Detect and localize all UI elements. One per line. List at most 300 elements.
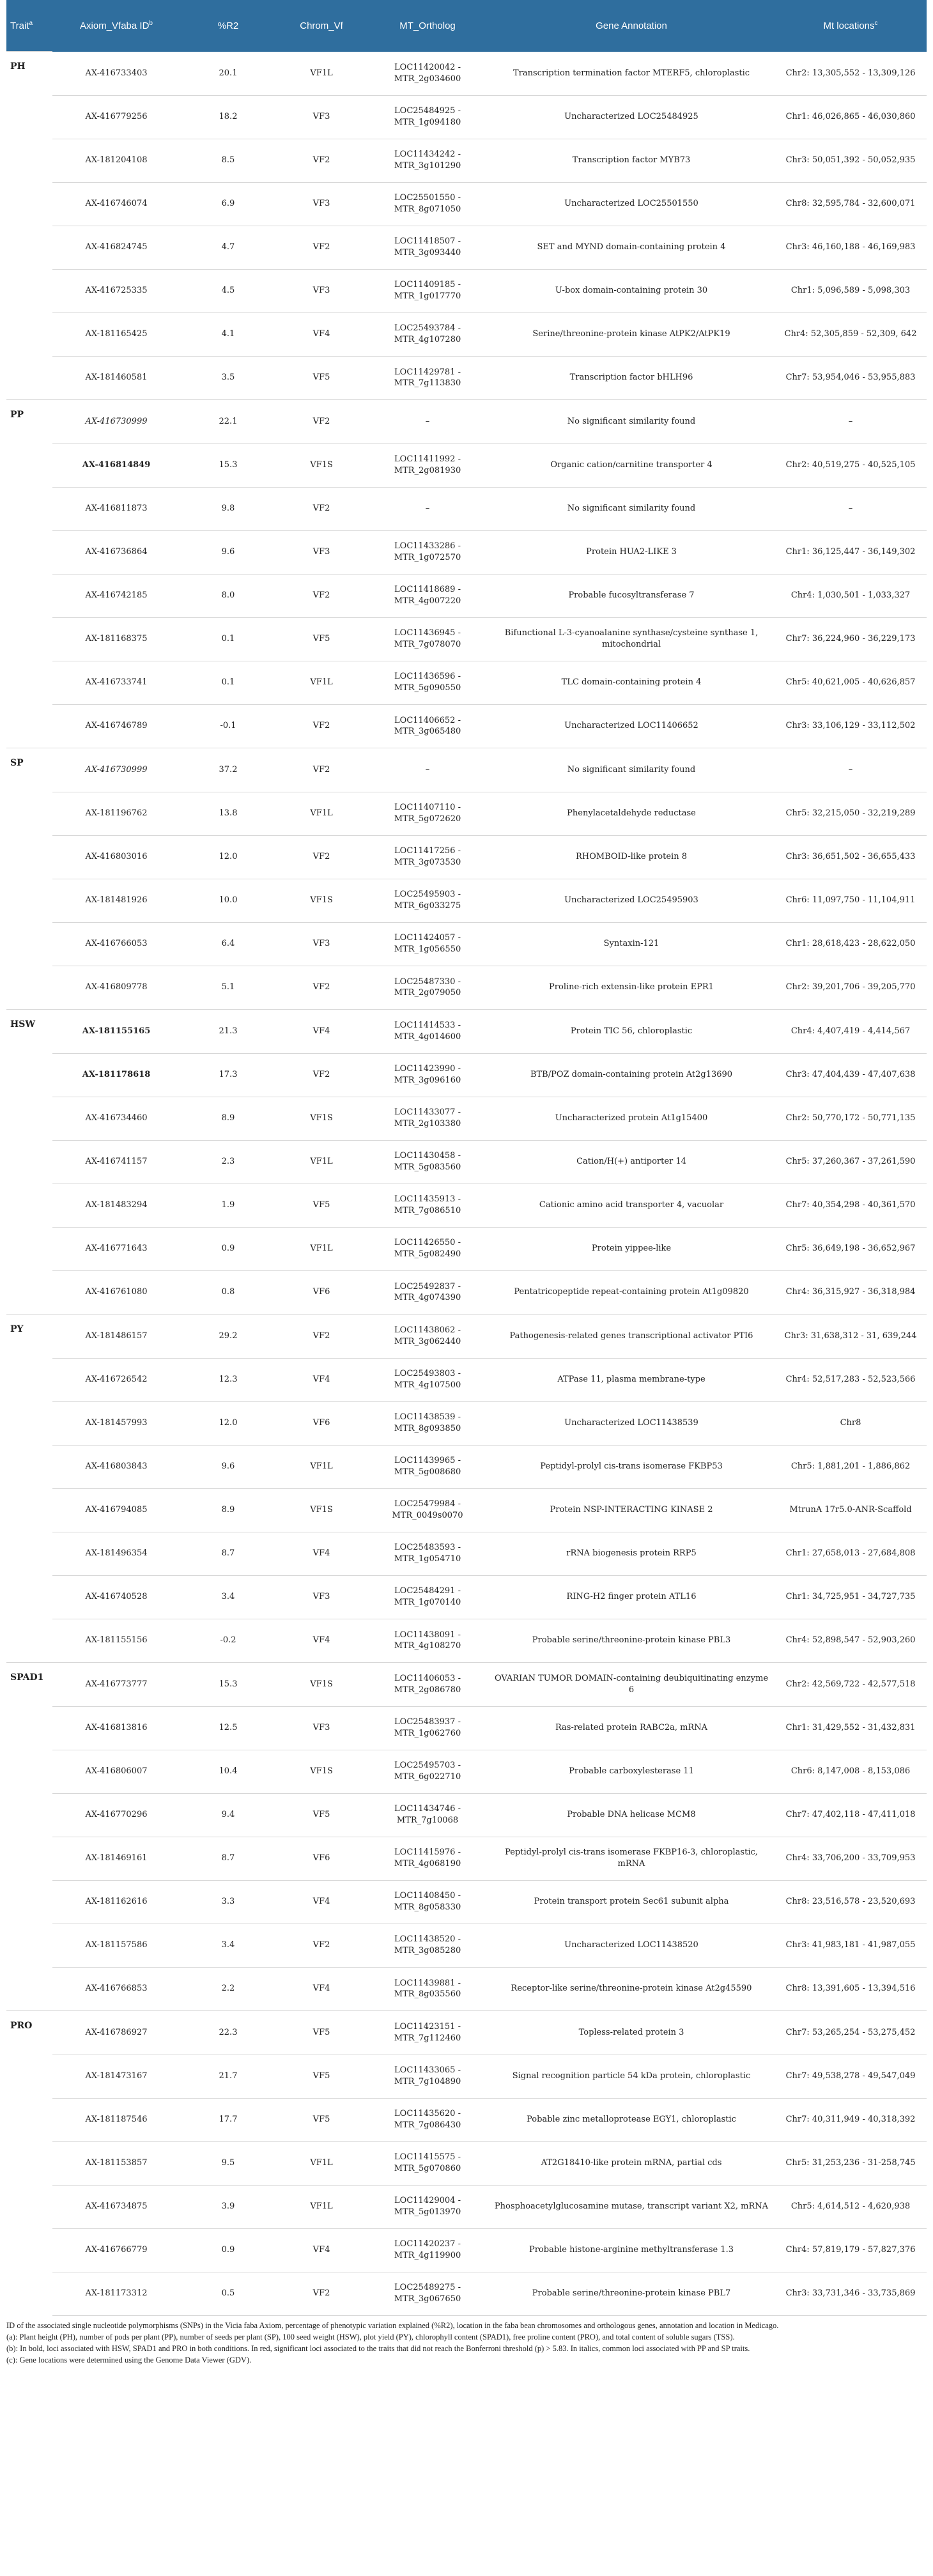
table-row — [6, 2098, 927, 2141]
cell-snp: AX-416736864 — [52, 530, 180, 574]
cell-mt: Chr8: 32,595,784 - 32,600,071 — [775, 182, 927, 226]
cell-ortholog: LOC11418689 - MTR_4g007220 — [367, 574, 488, 617]
cell-chrom: VF6 — [276, 1270, 367, 1315]
cell-annotation: Syntaxin-121 — [488, 922, 775, 966]
cell-annotation: Probable fucosyltransferase 7 — [488, 574, 775, 617]
cell-annotation: Uncharacterized LOC11438539 — [488, 1401, 775, 1445]
table-row — [6, 2272, 927, 2315]
cell-snp: AX-181483294 — [52, 1184, 180, 1227]
cell-chrom: VF4 — [276, 1619, 367, 1663]
cell-r2: 22.3 — [180, 2011, 276, 2055]
table-row — [6, 835, 927, 879]
cell-snp: AX-416766053 — [52, 922, 180, 966]
cell-snp: AX-181204108 — [52, 139, 180, 182]
cell-snp: AX-181165425 — [52, 312, 180, 356]
cell-mt: Chr4: 33,706,200 - 33,709,953 — [775, 1837, 927, 1880]
cell-ortholog: LOC11406652 - MTR_3g065480 — [367, 704, 488, 748]
cell-chrom: VF5 — [276, 2055, 367, 2098]
cell-trait: HSW — [6, 1010, 52, 1054]
cell-chrom: VF2 — [276, 2272, 367, 2315]
table-body — [6, 52, 927, 2316]
cell-r2: 17.7 — [180, 2098, 276, 2141]
cell-trait — [6, 1270, 52, 1315]
table-row — [6, 2055, 927, 2098]
cell-r2: 6.4 — [180, 922, 276, 966]
cell-trait — [6, 139, 52, 182]
cell-ortholog: LOC11438520 - MTR_3g085280 — [367, 1924, 488, 1967]
cell-r2: -0.2 — [180, 1619, 276, 1663]
cell-r2: 4.7 — [180, 226, 276, 269]
cell-r2: 9.8 — [180, 487, 276, 530]
cell-ortholog: LOC11415976 - MTR_4g068190 — [367, 1837, 488, 1880]
cell-trait — [6, 443, 52, 487]
cell-mt: Chr4: 52,305,859 - 52,309, 642 — [775, 312, 927, 356]
cell-annotation: Topless-related protein 3 — [488, 2011, 775, 2055]
cell-trait — [6, 1184, 52, 1227]
cell-trait — [6, 704, 52, 748]
cell-trait — [6, 356, 52, 400]
cell-snp: AX-181486157 — [52, 1315, 180, 1359]
cell-chrom: VF1S — [276, 443, 367, 487]
table-row — [6, 1053, 927, 1097]
cell-ortholog: LOC11414533 - MTR_4g014600 — [367, 1010, 488, 1054]
cell-mt: Chr2: 40,519,275 - 40,525,105 — [775, 443, 927, 487]
cell-chrom: VF1S — [276, 1488, 367, 1532]
cell-chrom: VF4 — [276, 1010, 367, 1054]
cell-trait — [6, 530, 52, 574]
cell-annotation: Phenylacetaldehyde reductase — [488, 792, 775, 835]
table-row — [6, 1445, 927, 1488]
cell-r2: 12.5 — [180, 1706, 276, 1750]
cell-annotation: Pentatricopeptide repeat-containing protein At1g09820 — [488, 1270, 775, 1315]
column-header-footnote-mark: b — [149, 20, 153, 27]
cell-annotation: Uncharacterized LOC25495903 — [488, 879, 775, 922]
cell-mt: Chr7: 40,311,949 - 40,318,392 — [775, 2098, 927, 2141]
cell-trait — [6, 1793, 52, 1837]
cell-chrom: VF1S — [276, 1663, 367, 1707]
cell-chrom: VF2 — [276, 704, 367, 748]
table-row — [6, 95, 927, 139]
cell-r2: 3.9 — [180, 2185, 276, 2228]
cell-annotation: Protein yippee-like — [488, 1227, 775, 1270]
cell-chrom: VF2 — [276, 1053, 367, 1097]
table-row — [6, 1663, 927, 1707]
cell-annotation: Probable histone-arginine methyltransferase 1.3 — [488, 2228, 775, 2272]
cell-snp: AX-416814849 — [52, 443, 180, 487]
cell-r2: 18.2 — [180, 95, 276, 139]
cell-trait — [6, 1140, 52, 1184]
table-row — [6, 1010, 927, 1054]
table-row — [6, 1488, 927, 1532]
cell-trait — [6, 661, 52, 704]
cell-snp: AX-416811873 — [52, 487, 180, 530]
cell-ortholog: LOC11411992 - MTR_2g081930 — [367, 443, 488, 487]
cell-ortholog: LOC11426550 - MTR_5g082490 — [367, 1227, 488, 1270]
cell-ortholog: LOC11408450 - MTR_8g058330 — [367, 1880, 488, 1924]
cell-ortholog: LOC25484925 - MTR_1g094180 — [367, 95, 488, 139]
cell-mt: Chr8: 13,391,605 - 13,394,516 — [775, 1967, 927, 2011]
column-header-footnote-mark: a — [29, 20, 33, 27]
cell-snp: AX-416794085 — [52, 1488, 180, 1532]
cell-trait: PY — [6, 1315, 52, 1359]
cell-ortholog: LOC25495903 - MTR_6g033275 — [367, 879, 488, 922]
cell-r2: 0.5 — [180, 2272, 276, 2315]
cell-annotation: SET and MYND domain-containing protein 4 — [488, 226, 775, 269]
cell-annotation: Signal recognition particle 54 kDa protein, chloroplastic — [488, 2055, 775, 2098]
cell-annotation: Serine/threonine-protein kinase AtPK2/AtPK19 — [488, 312, 775, 356]
table-row — [6, 2185, 927, 2228]
cell-chrom: VF2 — [276, 400, 367, 444]
table-row — [6, 1750, 927, 1793]
cell-chrom: VF1L — [276, 1140, 367, 1184]
column-header-label: Axiom_Vfaba ID — [80, 20, 150, 32]
cell-trait — [6, 1401, 52, 1445]
cell-chrom: VF2 — [276, 487, 367, 530]
cell-mt: Chr1: 46,026,865 - 46,030,860 — [775, 95, 927, 139]
cell-annotation: ATPase 11, plasma membrane-type — [488, 1358, 775, 1401]
cell-r2: 2.3 — [180, 1140, 276, 1184]
cell-snp: AX-416730999 — [52, 748, 180, 792]
table-row — [6, 1837, 927, 1880]
cell-ortholog: LOC11438062 - MTR_3g062440 — [367, 1315, 488, 1359]
table-row — [6, 966, 927, 1010]
cell-chrom: VF5 — [276, 2011, 367, 2055]
cell-ortholog: LOC11433077 - MTR_2g103380 — [367, 1097, 488, 1140]
cell-chrom: VF1L — [276, 792, 367, 835]
cell-mt: Chr6: 11,097,750 - 11,104,911 — [775, 879, 927, 922]
cell-r2: 10.4 — [180, 1750, 276, 1793]
cell-snp: AX-416779256 — [52, 95, 180, 139]
cell-ortholog: LOC11409185 - MTR_1g017770 — [367, 269, 488, 312]
cell-r2: 12.3 — [180, 1358, 276, 1401]
cell-r2: 13.8 — [180, 792, 276, 835]
cell-mt: Chr7: 40,354,298 - 40,361,570 — [775, 1184, 927, 1227]
table-footnotes — [6, 2316, 927, 2366]
cell-ortholog: – — [367, 487, 488, 530]
cell-r2: 17.3 — [180, 1053, 276, 1097]
cell-r2: 6.9 — [180, 182, 276, 226]
table-row — [6, 530, 927, 574]
cell-annotation: BTB/POZ domain-containing protein At2g13690 — [488, 1053, 775, 1097]
cell-mt: Chr4: 57,819,179 - 57,827,376 — [775, 2228, 927, 2272]
cell-snp: AX-181460581 — [52, 356, 180, 400]
cell-trait — [6, 574, 52, 617]
cell-r2: 4.5 — [180, 269, 276, 312]
cell-chrom: VF1L — [276, 2141, 367, 2185]
table-row — [6, 139, 927, 182]
cell-trait — [6, 1445, 52, 1488]
cell-mt: Chr4: 1,030,501 - 1,033,327 — [775, 574, 927, 617]
cell-r2: 29.2 — [180, 1315, 276, 1359]
column-header-label: MT_Ortholog — [399, 20, 456, 31]
cell-annotation: Peptidyl-prolyl cis-trans isomerase FKBP16-3, chloroplastic, mRNA — [488, 1837, 775, 1880]
cell-chrom: VF5 — [276, 1184, 367, 1227]
cell-annotation: TLC domain-containing protein 4 — [488, 661, 775, 704]
cell-mt: Chr4: 36,315,927 - 36,318,984 — [775, 1270, 927, 1315]
cell-chrom: VF3 — [276, 530, 367, 574]
cell-ortholog: LOC11438091 - MTR_4g108270 — [367, 1619, 488, 1663]
cell-r2: 0.1 — [180, 617, 276, 661]
cell-r2: 8.9 — [180, 1097, 276, 1140]
cell-ortholog: – — [367, 400, 488, 444]
cell-chrom: VF6 — [276, 1401, 367, 1445]
cell-snp: AX-416770296 — [52, 1793, 180, 1837]
cell-trait — [6, 1358, 52, 1401]
cell-r2: 8.0 — [180, 574, 276, 617]
cell-mt: Chr7: 36,224,960 - 36,229,173 — [775, 617, 927, 661]
table-row — [6, 879, 927, 922]
cell-annotation: Transcription termination factor MTERF5, chloroplastic — [488, 52, 775, 96]
table-row — [6, 1227, 927, 1270]
cell-chrom: VF4 — [276, 1532, 367, 1575]
cell-trait — [6, 1837, 52, 1880]
cell-trait — [6, 226, 52, 269]
cell-snp: AX-416773777 — [52, 1663, 180, 1707]
table-row — [6, 2011, 927, 2055]
cell-chrom: VF1S — [276, 1750, 367, 1793]
cell-snp: AX-416725335 — [52, 269, 180, 312]
cell-annotation: Uncharacterized protein At1g15400 — [488, 1097, 775, 1140]
cell-chrom: VF4 — [276, 1880, 367, 1924]
cell-snp: AX-416746074 — [52, 182, 180, 226]
cell-r2: 1.9 — [180, 1184, 276, 1227]
cell-mt: Chr1: 5,096,589 - 5,098,303 — [775, 269, 927, 312]
cell-snp: AX-181187546 — [52, 2098, 180, 2141]
cell-trait — [6, 617, 52, 661]
cell-trait — [6, 922, 52, 966]
cell-trait — [6, 1750, 52, 1793]
cell-annotation: No significant similarity found — [488, 400, 775, 444]
cell-annotation: Protein TIC 56, chloroplastic — [488, 1010, 775, 1054]
cell-trait — [6, 1880, 52, 1924]
cell-mt: – — [775, 748, 927, 792]
cell-annotation: Proline-rich extensin-like protein EPR1 — [488, 966, 775, 1010]
cell-r2: 5.1 — [180, 966, 276, 1010]
cell-chrom: VF4 — [276, 1358, 367, 1401]
cell-r2: 0.8 — [180, 1270, 276, 1315]
cell-annotation: Uncharacterized LOC11406652 — [488, 704, 775, 748]
cell-snp: AX-416766779 — [52, 2228, 180, 2272]
cell-r2: 10.0 — [180, 879, 276, 922]
cell-mt: Chr7: 53,265,254 - 53,275,452 — [775, 2011, 927, 2055]
cell-r2: 8.7 — [180, 1837, 276, 1880]
cell-r2: 0.1 — [180, 661, 276, 704]
cell-chrom: VF2 — [276, 1924, 367, 1967]
cell-r2: 8.5 — [180, 139, 276, 182]
cell-mt: Chr2: 13,305,552 - 13,309,126 — [775, 52, 927, 96]
table-row — [6, 661, 927, 704]
cell-mt: Chr3: 33,731,346 - 33,735,869 — [775, 2272, 927, 2315]
table-row — [6, 1184, 927, 1227]
cell-snp: AX-181153857 — [52, 2141, 180, 2185]
cell-annotation: Bifunctional L-3-cyanoalanine synthase/cysteine synthase 1, mitochondrial — [488, 617, 775, 661]
cell-trait: SP — [6, 748, 52, 792]
cell-chrom: VF3 — [276, 269, 367, 312]
cell-snp: AX-181473167 — [52, 2055, 180, 2098]
cell-annotation: U-box domain-containing protein 30 — [488, 269, 775, 312]
cell-ortholog: LOC11436945 - MTR_7g078070 — [367, 617, 488, 661]
cell-annotation: Protein HUA2-LIKE 3 — [488, 530, 775, 574]
cell-annotation: Pobable zinc metalloprotease EGY1, chloroplastic — [488, 2098, 775, 2141]
column-header-label: Chrom_Vf — [300, 20, 343, 31]
cell-chrom: VF1S — [276, 879, 367, 922]
cell-annotation: Uncharacterized LOC11438520 — [488, 1924, 775, 1967]
cell-mt: Chr2: 42,569,722 - 42,577,518 — [775, 1663, 927, 1707]
table-row — [6, 1793, 927, 1837]
cell-ortholog: LOC25493784 - MTR_4g107280 — [367, 312, 488, 356]
table-row — [6, 1270, 927, 1315]
cell-ortholog: LOC25495703 - MTR_6g022710 — [367, 1750, 488, 1793]
column-header-0 — [6, 0, 52, 52]
footnote-b: (b): In bold, loci associated with HSW, SPAD1 and PRO in both conditions. In red, significant loci associated to the traits that did not reach the Bonferroni threshold (p) > 5.83. In italics, common loci associated with PP and SP traits. — [6, 2343, 750, 2353]
cell-r2: 12.0 — [180, 1401, 276, 1445]
cell-ortholog: LOC11417256 - MTR_3g073530 — [367, 835, 488, 879]
cell-mt: Chr5: 40,621,005 - 40,626,857 — [775, 661, 927, 704]
cell-snp: AX-181469161 — [52, 1837, 180, 1880]
cell-trait: SPAD1 — [6, 1663, 52, 1707]
column-header-2 — [180, 0, 276, 52]
cell-trait — [6, 792, 52, 835]
cell-ortholog: LOC25483937 - MTR_1g062760 — [367, 1706, 488, 1750]
column-header-label: Trait — [10, 20, 29, 31]
cell-ortholog: LOC25487330 - MTR_2g079050 — [367, 966, 488, 1010]
cell-mt: Chr8: 23,516,578 - 23,520,693 — [775, 1880, 927, 1924]
cell-snp: AX-181168375 — [52, 617, 180, 661]
cell-snp: AX-416734460 — [52, 1097, 180, 1140]
cell-snp: AX-181496354 — [52, 1532, 180, 1575]
cell-trait: PRO — [6, 2011, 52, 2055]
cell-mt: – — [775, 400, 927, 444]
cell-ortholog: LOC25484291 - MTR_1g070140 — [367, 1575, 488, 1619]
cell-chrom: VF5 — [276, 617, 367, 661]
footnote-c: (c): Gene locations were determined using the Genome Data Viewer (GDV). — [6, 2355, 252, 2364]
cell-r2: 37.2 — [180, 748, 276, 792]
cell-mt: Chr3: 47,404,439 - 47,407,638 — [775, 1053, 927, 1097]
cell-mt: Chr5: 31,253,236 - 31-258,745 — [775, 2141, 927, 2185]
cell-mt: Chr3: 36,651,502 - 36,655,433 — [775, 835, 927, 879]
cell-chrom: VF2 — [276, 835, 367, 879]
cell-trait — [6, 1924, 52, 1967]
cell-trait — [6, 879, 52, 922]
cell-annotation: Peptidyl-prolyl cis-trans isomerase FKBP53 — [488, 1445, 775, 1488]
cell-mt: Chr5: 36,649,198 - 36,652,967 — [775, 1227, 927, 1270]
table-row — [6, 269, 927, 312]
cell-snp: AX-416741157 — [52, 1140, 180, 1184]
cell-mt: Chr5: 4,614,512 - 4,620,938 — [775, 2185, 927, 2228]
cell-mt: Chr4: 4,407,419 - 4,414,567 — [775, 1010, 927, 1054]
column-header-3 — [276, 0, 367, 52]
cell-r2: 8.7 — [180, 1532, 276, 1575]
column-header-4 — [367, 0, 488, 52]
cell-trait — [6, 966, 52, 1010]
header-row — [6, 0, 927, 52]
cell-trait — [6, 1575, 52, 1619]
cell-snp: AX-416809778 — [52, 966, 180, 1010]
cell-r2: 9.4 — [180, 1793, 276, 1837]
cell-snp: AX-181481926 — [52, 879, 180, 922]
table-row — [6, 792, 927, 835]
table-row — [6, 400, 927, 444]
table-row — [6, 2228, 927, 2272]
cell-mt: Chr4: 52,517,283 - 52,523,566 — [775, 1358, 927, 1401]
cell-ortholog: LOC11415575 - MTR_5g070860 — [367, 2141, 488, 2185]
cell-mt: Chr7: 47,402,118 - 47,411,018 — [775, 1793, 927, 1837]
table-row — [6, 226, 927, 269]
cell-mt: Chr1: 28,618,423 - 28,622,050 — [775, 922, 927, 966]
cell-trait — [6, 1227, 52, 1270]
cell-trait — [6, 2098, 52, 2141]
footnote-a: (a): Plant height (PH), number of pods per plant (PP), number of seeds per plant (SP), 100 seed weight (HSW), plot yield (PY), chlorophyll content (SPAD1), free proline content (PRO), and total content of soluble sugars (TSS). — [6, 2332, 735, 2341]
cell-chrom: VF5 — [276, 2098, 367, 2141]
cell-mt: – — [775, 487, 927, 530]
cell-chrom: VF1L — [276, 2185, 367, 2228]
cell-trait — [6, 2141, 52, 2185]
table-row — [6, 356, 927, 400]
cell-annotation: Probable serine/threonine-protein kinase PBL7 — [488, 2272, 775, 2315]
cell-r2: 3.3 — [180, 1880, 276, 1924]
cell-trait: PH — [6, 52, 52, 96]
cell-chrom: VF4 — [276, 1967, 367, 2011]
cell-annotation: Cation/H(+) antiporter 14 — [488, 1140, 775, 1184]
cell-r2: 22.1 — [180, 400, 276, 444]
column-header-label: Mt locations — [823, 20, 875, 32]
cell-ortholog: LOC11439965 - MTR_5g008680 — [367, 1445, 488, 1488]
cell-ortholog: LOC25479984 - MTR_0049s0070 — [367, 1488, 488, 1532]
cell-snp: AX-416733741 — [52, 661, 180, 704]
column-header-1 — [52, 0, 180, 52]
cell-r2: 20.1 — [180, 52, 276, 96]
cell-ortholog: LOC11423990 - MTR_3g096160 — [367, 1053, 488, 1097]
cell-annotation: Transcription factor MYB73 — [488, 139, 775, 182]
results-table — [6, 0, 927, 2316]
table-row — [6, 443, 927, 487]
cell-chrom: VF4 — [276, 312, 367, 356]
cell-snp: AX-416726542 — [52, 1358, 180, 1401]
cell-r2: 12.0 — [180, 835, 276, 879]
cell-mt: MtrunA 17r5.0-ANR-Scaffold — [775, 1488, 927, 1532]
cell-chrom: VF4 — [276, 2228, 367, 2272]
cell-annotation: Organic cation/carnitine transporter 4 — [488, 443, 775, 487]
table-row — [6, 704, 927, 748]
cell-annotation: Probable carboxylesterase 11 — [488, 1750, 775, 1793]
cell-snp: AX-416803016 — [52, 835, 180, 879]
cell-trait — [6, 2055, 52, 2098]
cell-chrom: VF2 — [276, 574, 367, 617]
cell-snp: AX-416813816 — [52, 1706, 180, 1750]
cell-chrom: VF1L — [276, 1227, 367, 1270]
table-row — [6, 1532, 927, 1575]
cell-trait — [6, 1053, 52, 1097]
table-row — [6, 1140, 927, 1184]
cell-snp: AX-416733403 — [52, 52, 180, 96]
cell-mt: Chr3: 46,160,188 - 46,169,983 — [775, 226, 927, 269]
table-row — [6, 748, 927, 792]
cell-trait — [6, 2185, 52, 2228]
cell-chrom: VF2 — [276, 1315, 367, 1359]
cell-snp: AX-416786927 — [52, 2011, 180, 2055]
cell-r2: 0.9 — [180, 1227, 276, 1270]
cell-mt: Chr2: 50,770,172 - 50,771,135 — [775, 1097, 927, 1140]
cell-annotation: No significant similarity found — [488, 748, 775, 792]
cell-mt: Chr3: 33,106,129 - 33,112,502 — [775, 704, 927, 748]
cell-snp: AX-416740528 — [52, 1575, 180, 1619]
cell-annotation: Probable DNA helicase MCM8 — [488, 1793, 775, 1837]
cell-ortholog: LOC11433065 - MTR_7g104890 — [367, 2055, 488, 2098]
cell-ortholog: LOC25483593 - MTR_1g054710 — [367, 1532, 488, 1575]
cell-ortholog: LOC11420042 - MTR_2g034600 — [367, 52, 488, 96]
column-header-footnote-mark: c — [874, 20, 878, 27]
cell-mt: Chr5: 1,881,201 - 1,886,862 — [775, 1445, 927, 1488]
